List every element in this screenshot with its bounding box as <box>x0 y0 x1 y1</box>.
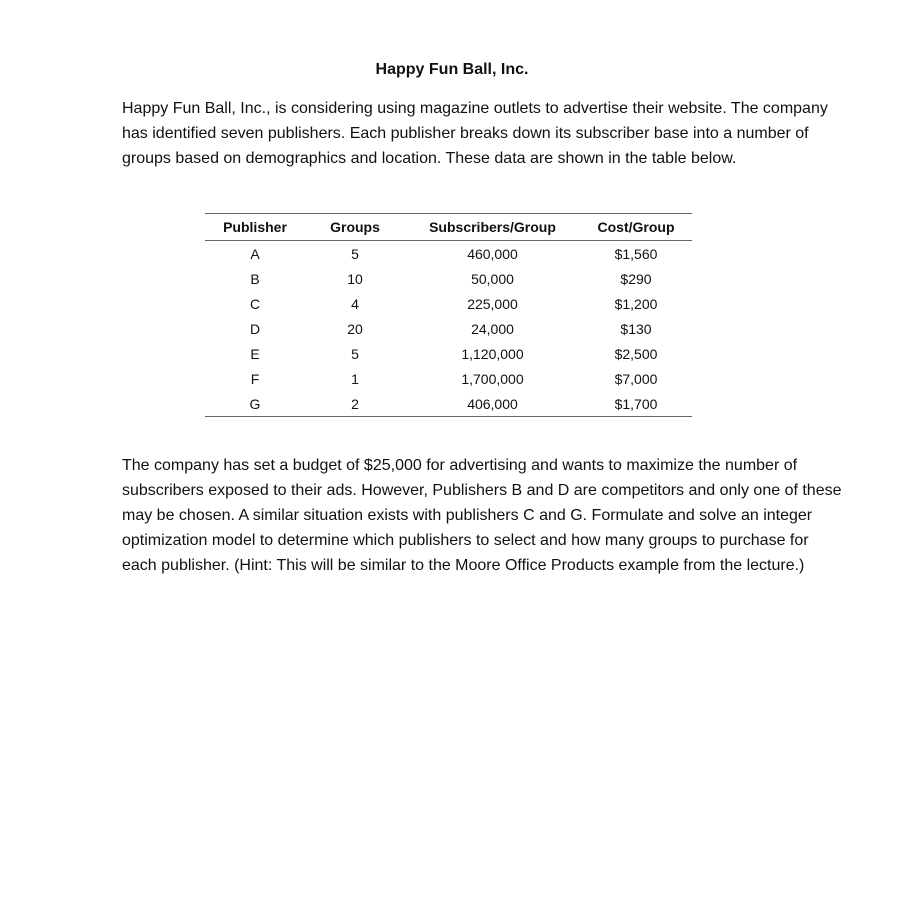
table-row <box>205 241 692 267</box>
cell-publisher: G <box>205 391 305 417</box>
table-row <box>205 291 692 316</box>
cell-groups: 5 <box>351 345 359 362</box>
cell-groups: 1 <box>351 370 359 387</box>
cell-cost: $7,000 <box>614 370 658 387</box>
header-groups: Groups <box>305 214 405 241</box>
cell-publisher: C <box>249 295 261 312</box>
cell-groups: 10 <box>347 270 363 287</box>
cell-publisher: E <box>250 345 260 362</box>
table-row <box>205 341 692 366</box>
cell-groups: 2 <box>305 391 405 417</box>
cell-subscribers: 406,000 <box>405 391 580 417</box>
cell-cost: $1,700 <box>580 391 692 417</box>
table-row <box>205 266 692 291</box>
cell-subscribers: 460,000 <box>467 245 518 262</box>
table-header-row <box>205 214 692 241</box>
cell-publisher: A <box>250 245 260 262</box>
cell-cost: $2,500 <box>614 345 658 362</box>
cell-groups: 20 <box>347 320 363 337</box>
cell-cost: $1,200 <box>614 295 658 312</box>
cell-subscribers: 24,000 <box>471 320 514 337</box>
cell-publisher: F <box>250 370 260 387</box>
intro-paragraph: Happy Fun Ball, Inc., is considering using magazine outlets to advertise their website. The company has identified seven publishers. Each publisher breaks down its subscriber base into a number of groups based on demographics and location. These data are shown in the table below. <box>122 100 828 167</box>
cell-groups: 5 <box>351 245 359 262</box>
cell-cost: $130 <box>620 320 652 337</box>
header-cost-per-group: Cost/Group <box>580 214 692 241</box>
table-row <box>205 391 692 417</box>
closing-paragraph: The company has set a budget of $25,000 for advertising and wants to maximize the number of subscribers exposed to their ads. However, Publishers B and D are competitors and only one of these may be chosen. A similar situation exists with publishers C and G. Formulate and solve an integer optimization model to determine which publishers to select and how many groups to purchase for each publisher. (Hint: This will be similar to the Moore Office Products example from the lecture.) <box>122 457 842 574</box>
header-subscribers-per-group: Subscribers/Group <box>405 214 580 241</box>
cell-subscribers: 50,000 <box>471 270 514 287</box>
cell-cost: $1,560 <box>614 245 658 262</box>
cell-subscribers: 225,000 <box>467 295 518 312</box>
publisher-data-table <box>205 213 692 417</box>
table-row <box>205 316 692 341</box>
cell-groups: 4 <box>351 295 359 312</box>
cell-publisher: D <box>249 320 261 337</box>
table-row <box>205 366 692 391</box>
cell-publisher: B <box>250 270 260 287</box>
cell-subscribers: 1,700,000 <box>461 370 524 387</box>
cell-subscribers: 1,120,000 <box>461 345 524 362</box>
header-publisher: Publisher <box>205 214 305 241</box>
document-title: Happy Fun Ball, Inc. <box>375 61 529 78</box>
cell-cost: $290 <box>620 270 652 287</box>
